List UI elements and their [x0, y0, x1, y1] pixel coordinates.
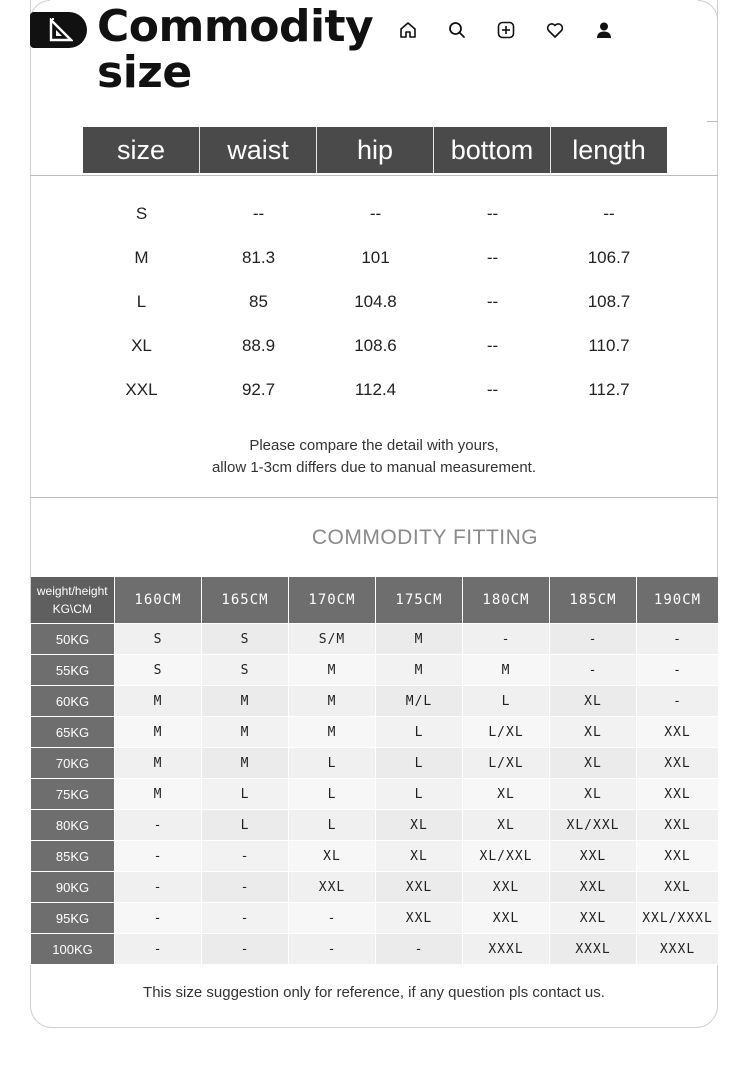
fitting-cell: XXL: [637, 748, 719, 779]
fitting-cell: -: [202, 934, 289, 965]
fitting-cell: XXL: [637, 810, 719, 841]
height-header: 185CM: [550, 577, 637, 624]
fitting-cell: XL: [463, 779, 550, 810]
size-value: --: [486, 292, 499, 311]
logo-icon: [49, 18, 73, 42]
fitting-cell: XL: [289, 841, 376, 872]
fitting-cell: XL: [463, 810, 550, 841]
size-row: [83, 280, 667, 324]
weight-label: 80KG: [31, 810, 115, 841]
fitting-cell: -: [637, 624, 719, 655]
search-icon[interactable]: [447, 20, 467, 40]
fitting-cell: M: [115, 717, 202, 748]
fitting-cell: XXL: [550, 903, 637, 934]
column-header: hip: [317, 127, 434, 173]
fitting-cell: S: [115, 655, 202, 686]
fitting-cell: L: [202, 779, 289, 810]
weight-label: 50KG: [31, 624, 115, 655]
fitting-cell: -: [115, 872, 202, 903]
size-value: --: [252, 204, 265, 223]
size-value: 92.7: [241, 380, 276, 399]
size-value: --: [486, 336, 499, 355]
corner-label: weight/height: [36, 584, 108, 598]
fitting-cell: L: [376, 748, 463, 779]
size-note: [30, 435, 718, 479]
size-value: --: [486, 380, 499, 399]
fitting-cell: L: [376, 779, 463, 810]
fitting-cell: XL/XXL: [550, 810, 637, 841]
fitting-cell: M/L: [376, 686, 463, 717]
fitting-cell: -: [463, 624, 550, 655]
size-label: M: [134, 248, 149, 267]
height-header: 180CM: [463, 577, 550, 624]
fitting-cell: L/XL: [463, 717, 550, 748]
weight-label: 75KG: [31, 779, 115, 810]
fitting-cell: M: [115, 748, 202, 779]
title-line: Commodity: [97, 1, 374, 52]
fitting-cell: XXXL: [550, 934, 637, 965]
page-title: [97, 1, 374, 98]
size-value: 108.6: [354, 336, 397, 355]
fitting-cell: XXL: [637, 717, 719, 748]
fitting-cell: M: [202, 717, 289, 748]
fitting-cell: XXL/XXXL: [637, 903, 719, 934]
brand-logo[interactable]: [30, 12, 87, 48]
fitting-cell: -: [289, 934, 376, 965]
fitting-cell: M: [202, 686, 289, 717]
fitting-cell: -: [637, 655, 719, 686]
size-value: 88.9: [241, 336, 276, 355]
fitting-cell: XL/XXL: [463, 841, 550, 872]
fitting-cell: M: [289, 655, 376, 686]
size-label: L: [136, 292, 147, 311]
size-row: [83, 236, 667, 280]
fitting-cell: L: [463, 686, 550, 717]
fitting-cell: XL: [550, 779, 637, 810]
column-header: size: [83, 127, 200, 173]
size-chart-header: [83, 127, 667, 173]
fitting-cell: -: [289, 903, 376, 934]
fitting-cell: M: [376, 624, 463, 655]
top-nav: [398, 20, 614, 40]
fitting-cell: XL: [376, 841, 463, 872]
fitting-cell: M: [115, 686, 202, 717]
fitting-cell: -: [376, 934, 463, 965]
size-value: 81.3: [241, 248, 276, 267]
heart-icon[interactable]: [545, 20, 565, 40]
size-value: --: [369, 204, 382, 223]
fitting-row: [31, 624, 719, 655]
weight-label: 95KG: [31, 903, 115, 934]
size-label: XL: [131, 336, 152, 355]
fitting-cell: M: [289, 717, 376, 748]
fitting-header-row: [31, 577, 719, 624]
fitting-cell: XL: [550, 717, 637, 748]
fitting-cell: S: [202, 624, 289, 655]
size-value: 108.7: [587, 292, 631, 311]
fitting-cell: XL: [376, 810, 463, 841]
column-header: waist: [200, 127, 317, 173]
fitting-row: [31, 872, 719, 903]
divider: [30, 175, 718, 176]
fitting-table: [30, 577, 719, 965]
size-value: 104.8: [354, 292, 397, 311]
size-value: 106.7: [587, 248, 631, 267]
fitting-cell: XXL: [637, 872, 719, 903]
fitting-cell: -: [550, 624, 637, 655]
fitting-cell: L: [289, 748, 376, 779]
fitting-cell: XL: [550, 686, 637, 717]
weight-label: 55KG: [31, 655, 115, 686]
fitting-cell: XXXL: [637, 934, 719, 965]
fitting-cell: L: [202, 810, 289, 841]
fitting-cell: -: [202, 841, 289, 872]
home-icon[interactable]: [398, 20, 418, 40]
fitting-row: [31, 903, 719, 934]
fitting-cell: M: [463, 655, 550, 686]
height-header: 170CM: [289, 577, 376, 624]
fitting-cell: -: [550, 655, 637, 686]
fitting-cell: M: [289, 686, 376, 717]
note-line: allow 1-3cm differs due to manual measurement.: [211, 459, 537, 476]
user-icon[interactable]: [594, 20, 614, 40]
fitting-row: [31, 655, 719, 686]
fitting-cell: S: [115, 624, 202, 655]
fitting-row: [31, 934, 719, 965]
size-value: 112.7: [588, 380, 630, 399]
fitting-cell: -: [637, 686, 719, 717]
weight-label: 90KG: [31, 872, 115, 903]
fitting-cell: S: [202, 655, 289, 686]
fitting-cell: XXL: [637, 841, 719, 872]
fitting-row: [31, 779, 719, 810]
weight-label: 85KG: [31, 841, 115, 872]
size-value: --: [603, 204, 615, 223]
weight-label: 65KG: [31, 717, 115, 748]
fitting-cell: -: [202, 903, 289, 934]
size-value: --: [486, 204, 499, 223]
height-header: 165CM: [202, 577, 289, 624]
fitting-cell: M: [115, 779, 202, 810]
title-line: size: [97, 47, 192, 98]
fitting-cell: XXXL: [463, 934, 550, 965]
fitting-title: COMMODITY FITTING: [311, 526, 539, 549]
footer-note: This size suggestion only for reference, if any question pls contact us.: [143, 984, 605, 1001]
divider: [30, 497, 718, 498]
add-icon[interactable]: [496, 20, 516, 40]
fitting-cell: XXL: [463, 903, 550, 934]
fitting-cell: XL: [550, 748, 637, 779]
size-value: 110.7: [588, 336, 630, 355]
fitting-cell: -: [115, 903, 202, 934]
fitting-row: [31, 686, 719, 717]
fitting-cell: XXL: [289, 872, 376, 903]
fitting-cell: L: [289, 779, 376, 810]
fitting-cell: M: [202, 748, 289, 779]
size-row: [83, 192, 667, 236]
fitting-cell: L/XL: [463, 748, 550, 779]
fitting-cell: XXL: [637, 779, 719, 810]
size-value: 101: [361, 248, 390, 267]
fitting-cell: XXL: [376, 872, 463, 903]
fitting-row: [31, 810, 719, 841]
fitting-cell: -: [115, 810, 202, 841]
weight-label: 70KG: [31, 748, 115, 779]
fitting-cell: XXL: [463, 872, 550, 903]
fitting-cell: -: [202, 872, 289, 903]
size-value: --: [486, 248, 499, 267]
corner-label: KG\CM: [52, 602, 92, 616]
fitting-cell: L: [289, 810, 376, 841]
fitting-cell: -: [115, 934, 202, 965]
fitting-row: [31, 717, 719, 748]
fitting-cell: S/M: [289, 624, 376, 655]
size-row: [83, 324, 667, 368]
fitting-cell: XXL: [376, 903, 463, 934]
height-header: 190CM: [637, 577, 719, 624]
fitting-cell: -: [115, 841, 202, 872]
height-header: 160CM: [115, 577, 202, 624]
divider: [707, 121, 718, 122]
size-row: [83, 368, 667, 412]
column-header: bottom: [434, 127, 551, 173]
note-line: Please compare the detail with yours,: [249, 437, 499, 454]
size-chart-table: [83, 192, 667, 412]
size-label: S: [135, 204, 148, 223]
size-label: XXL: [125, 380, 158, 399]
fitting-cell: M: [376, 655, 463, 686]
fitting-corner-header: [31, 577, 115, 624]
height-header: 175CM: [376, 577, 463, 624]
size-value: 85: [249, 292, 268, 311]
fitting-row: [31, 748, 719, 779]
fitting-row: [31, 841, 719, 872]
size-value: 112.4: [354, 380, 397, 399]
fitting-cell: XXL: [550, 872, 637, 903]
weight-label: 60KG: [31, 686, 115, 717]
weight-label: 100KG: [31, 934, 115, 965]
fitting-cell: L: [376, 717, 463, 748]
column-header: length: [551, 127, 667, 173]
fitting-cell: XXL: [550, 841, 637, 872]
